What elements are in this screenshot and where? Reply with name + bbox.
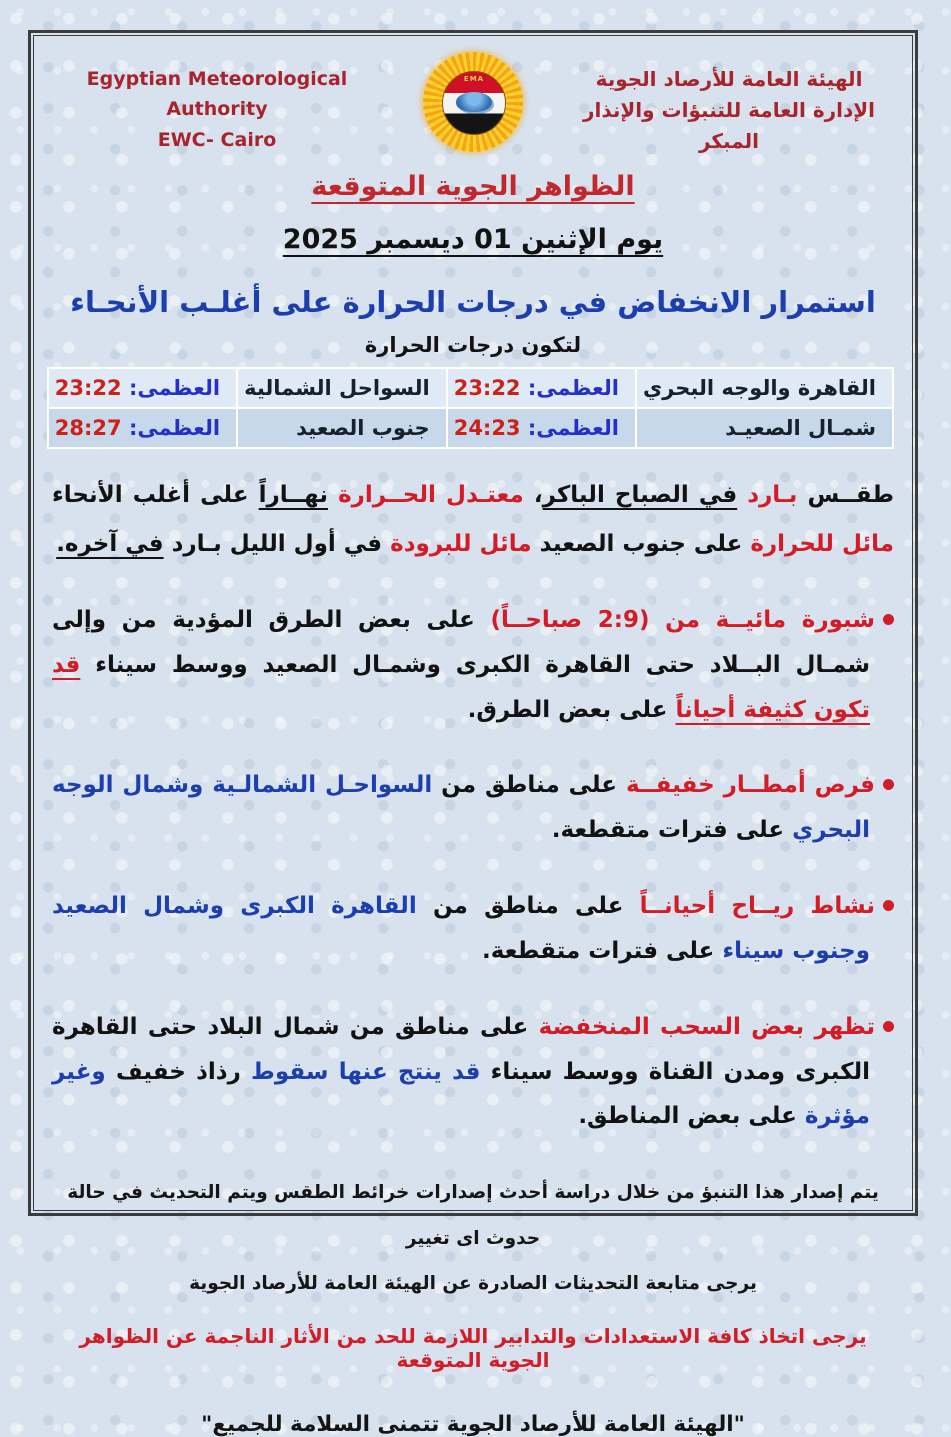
precautions-warning: يرجى اتخاذ كافة الاستعدادات والتدابير اللازمة للحد من الأثار الناجمة عن الظواهر الجوية المتوقعة (79, 1324, 867, 1373)
org-ar-line2: الإدارة العامة للتنبؤات والإنذار المبكر (582, 98, 876, 153)
temp-cell (447, 408, 636, 448)
temp-value: 28:27 (54, 416, 122, 440)
temp-value: 24:23 (453, 416, 521, 440)
logo-text: EMA (463, 75, 485, 83)
org-ar-line1: الهيئة العامة للأرصاد الجوية (595, 67, 863, 91)
bullet-text: تظهر بعض السحب المنخفضة على مناطق من شمال البلاد حتى القاهرة الكبرى ومدن القناة ووسط سيناء قد ينتج عنها سقوط رذاذ خفيف وغير مؤثرة على بعض المناطق. (52, 1013, 876, 1130)
bullet-clouds (52, 1005, 894, 1140)
closing-quote: "الهيئة العامة للأرصاد الجوية تتمنى السلامة للجميع" (201, 1412, 745, 1437)
max-label: العظمى: (527, 416, 619, 440)
temperature-table (47, 367, 894, 449)
bullet-dot-icon (883, 900, 894, 911)
bullet-fog (52, 598, 894, 733)
org-name-arabic (564, 64, 894, 157)
cloud-icon (456, 92, 492, 112)
document-date: يوم الإثنين 01 ديسمبر 2025 (282, 224, 664, 255)
footnotes (52, 1170, 894, 1306)
forecast-subheadline: لتكون درجات الحرارة (364, 333, 582, 357)
forecast-bullets (52, 598, 894, 1139)
max-label: العظمى: (527, 376, 619, 400)
header (52, 56, 894, 157)
bullet-rain (52, 763, 894, 853)
max-label: العظمى: (128, 376, 221, 400)
document-frame (28, 30, 918, 1437)
bullet-wind (52, 884, 894, 974)
bullet-text: نشاط ريــاح أحيانــاً على مناطق من القاهرة الكبرى وشمال الصعيد وجنوب سيناء على فترات متقطعة. (52, 893, 875, 964)
region-cell: جنوب الصعيد (237, 408, 447, 448)
ema-logo (423, 52, 523, 152)
org-en-line2: EWC- Cairo (157, 128, 277, 151)
document-page (33, 35, 913, 1437)
document-title: الظواهر الجوية المتوقعة (311, 171, 635, 202)
region-cell: القاهرة والوجه البحري (636, 368, 893, 408)
weather-summary-paragraph: طقــس بـارد في الصباح الباكر، معتـدل الحــرارة نهــاراً على أغلب الأنحاء مائل للحرارة على جنوب الصعيد مائل للبرودة في أول الليل بـارد في آخره. (52, 482, 895, 558)
region-cell: السواحل الشمالية (237, 368, 447, 408)
footnote-line1: يتم إصدار هذا التنبؤ من خلال دراسة أحدث إصدارات خرائط الطقس ويتم التحديث في حالة حدوث اى تغيير (67, 1182, 879, 1249)
temp-value: 23:22 (54, 376, 122, 400)
egypt-flag-circle-icon (442, 71, 506, 135)
bullet-text: فرص أمطــار خفيفــة على مناطق من السواحـل الشمالـية وشمال الوجه البحري على فترات متقطعة. (52, 772, 875, 844)
table-row (48, 408, 893, 448)
temp-cell (48, 368, 237, 408)
org-en-line1: Egyptian Meteorological Authority (86, 68, 348, 121)
temp-cell (48, 408, 237, 448)
region-cell: شمـال الصعيـد (636, 408, 893, 448)
forecast-headline: استمرار الانخفاض في درجات الحرارة على أغلـب الأنحـاء (70, 285, 876, 319)
bullet-dot-icon (883, 614, 894, 625)
bullet-dot-icon (883, 779, 894, 790)
max-label: العظمى: (128, 416, 221, 440)
org-name-english (52, 64, 382, 155)
footnote-line2: يرجى متابعة التحديثات الصادرة عن الهيئة العامة للأرصاد الجوية (189, 1272, 757, 1294)
temp-value: 23:22 (453, 376, 521, 400)
bullet-dot-icon (883, 1021, 894, 1032)
temp-cell (447, 368, 636, 408)
table-row (48, 368, 893, 408)
bullet-text: شبورة مائيــة من (2:9 صباحــاً) على بعض الطرق المؤدية من وإلى شمـال البــلاد حتى القاهرة الكبرى وشمـال الصعيد ووسط سيناء قد تكون كثيفة أحياناً على بعض الطرق. (52, 606, 875, 723)
